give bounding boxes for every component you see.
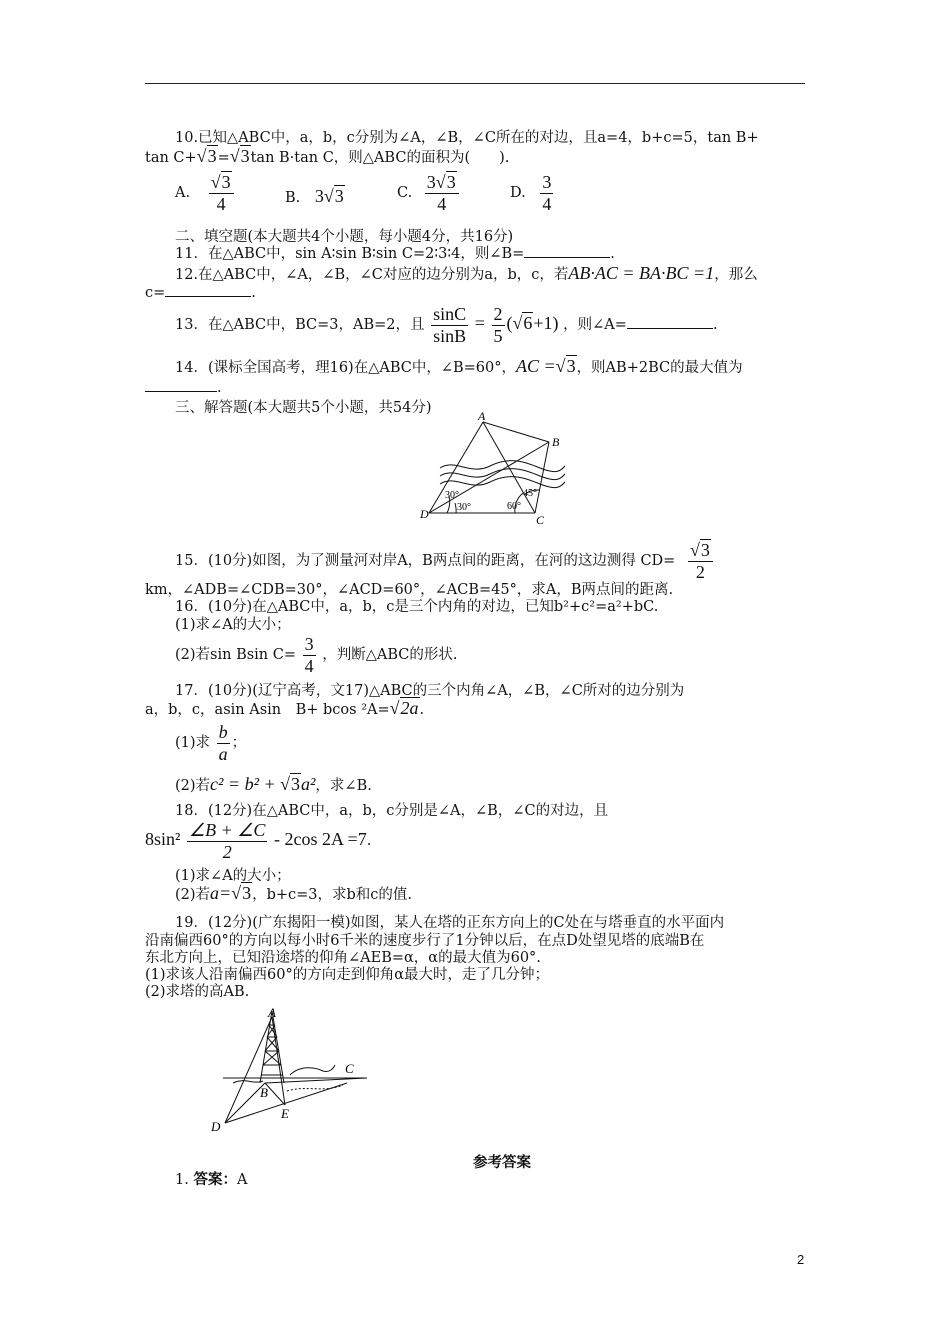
q18-line1: 18．(12分)在△ABC中，a，b，c分别是∠A，∠B，∠C的对边，且 bbox=[175, 803, 609, 819]
fig2-label-d: D bbox=[211, 1119, 221, 1134]
fig1-angle-45: 45° bbox=[523, 488, 537, 499]
q17-line2: a，b，c，asin Asin B+ bcos ²A=√2a. bbox=[145, 698, 425, 718]
q10-line1: 10.已知△ABC中，a，b，c分别为∠A，∠B，∠C所在的对边，且a=4，b+c=5，tan B+ bbox=[175, 130, 759, 146]
segment-db bbox=[429, 442, 549, 513]
q10-option-a: A. $\frac{√3}{4}$ bbox=[175, 172, 236, 214]
fig2-label-b: B bbox=[260, 1085, 268, 1100]
q17-part2: (2)若c² = b² + √3a²，求∠B. bbox=[175, 774, 372, 794]
q19-line2: 沿南偏西60°的方向以每小时6千米的速度步行了1分钟以后，在点D处望见塔的底端B在 bbox=[145, 933, 705, 949]
q11: 11．在△ABC中，sin A∶sin B∶sin C=2∶3∶4，则∠B= . bbox=[175, 246, 615, 262]
q19-line3: 东北方向上，已知沿途塔的仰角∠AEB=α，α的最大值为60°. bbox=[145, 950, 541, 966]
q15-line1: 15．(10分)如图，为了测量河对岸A，B两点间的距离，在河的这边测得 CD= $\frac{√3}{2}$ bbox=[175, 540, 715, 582]
q18-formula: 8sin² $\frac{\angle B + \angle C}{2}$ - 2cos 2A =7. bbox=[145, 820, 372, 862]
q17-line1: 17．(10分)(辽宁高考，文17)△ABC的三个内角∠A，∠B，∠C所对的边分别为 bbox=[175, 683, 685, 699]
segment-cb bbox=[535, 442, 549, 513]
page-number: 2 bbox=[797, 1252, 805, 1267]
q18-part1: (1)求∠A的大小； bbox=[175, 868, 291, 884]
q14-line1: 14．(课标全国高考，理16)在△ABC中，∠B=60°，AC =√3，则AB+2BC的最大值为 bbox=[175, 356, 743, 376]
q16-part1: (1)求∠A的大小； bbox=[175, 617, 291, 633]
segment-ad bbox=[225, 1017, 272, 1123]
fig2-label-a: A bbox=[268, 1005, 276, 1020]
answer-1: 1. 答案：A bbox=[175, 1171, 248, 1188]
q10-option-c: C. $\frac{3√3}{4}$ bbox=[397, 172, 461, 214]
q18-part2: (2)若a=√3，b+c=3，求b和c的值. bbox=[175, 883, 413, 903]
header-rule bbox=[145, 83, 805, 84]
q19-line1: 19．(12分)(广东揭阳一模)如图，某人在塔的正东方向上的C处在与塔垂直的水平面内 bbox=[175, 915, 725, 931]
section3-heading: 三、解答题(本大题共5个小题，共54分) bbox=[175, 400, 432, 416]
segment-ae bbox=[272, 1017, 285, 1105]
fig1-label-c: C bbox=[536, 513, 545, 525]
fig1-label-a: A bbox=[478, 410, 486, 423]
tower-figure bbox=[205, 1005, 375, 1135]
q10-line2: tan C+√3=√3tan B·tan C，则△ABC的面积为( ). bbox=[145, 146, 510, 166]
fig1-label-d: D bbox=[420, 507, 429, 521]
fig2-label-e: E bbox=[281, 1106, 289, 1121]
q19-part1: (1)求该人沿南偏西60°的方向走到仰角α最大时，走了几分钟； bbox=[145, 967, 550, 983]
answers-title: 参考答案 bbox=[473, 1154, 531, 1171]
fig1-angle-30b: 30° bbox=[457, 502, 471, 513]
segment-bc bbox=[265, 1078, 367, 1083]
river-figure bbox=[415, 410, 575, 525]
fig1-angle-60: 60° bbox=[507, 501, 521, 512]
q19-part2: (2)求塔的高AB. bbox=[145, 984, 250, 1000]
q12-line1: 12.在△ABC中，∠A，∠B，∠C对应的边分别为a，b，c，若AB·AC = BA·BC =1，那么 bbox=[175, 263, 758, 283]
q16-line1: 16．(10分)在△ABC中，a，b，c是三个内角的对边，已知b²+c²=a²+bC. bbox=[175, 599, 659, 615]
segment-db bbox=[225, 1083, 265, 1123]
fig2-label-c: C bbox=[345, 1061, 354, 1076]
fig1-angle-30a: 30° bbox=[445, 490, 459, 501]
q13: 13．在△ABC中，BC=3，AB=2，且 $\frac{\sin C}{\sin B}$ = $\frac{2}{5}$ (√6+1) ，则∠A= . bbox=[175, 304, 718, 346]
q15-line2: km，∠ADB=∠CDB=30°，∠ACD=60°，∠ACB=45°，求A，B两点间的距离. bbox=[145, 582, 674, 598]
fig1-label-b: B bbox=[552, 435, 560, 449]
q14-line2: . bbox=[145, 380, 222, 396]
section2-heading: 二、填空题(本大题共4个小题，每小题4分，共16分) bbox=[175, 229, 514, 245]
q10-option-d: D. $\frac{3}{4}$ bbox=[510, 172, 552, 214]
q10-option-b: B. 3√3 bbox=[285, 186, 344, 206]
q16-part2: (2)若sin Bsin C= $\frac{3}{4}$ ，判断△ABC的形状. bbox=[175, 634, 458, 676]
q12-line2: c= . bbox=[145, 285, 256, 301]
q17-part1: (1)求 $\frac{b}{a}$ ； bbox=[175, 722, 247, 764]
